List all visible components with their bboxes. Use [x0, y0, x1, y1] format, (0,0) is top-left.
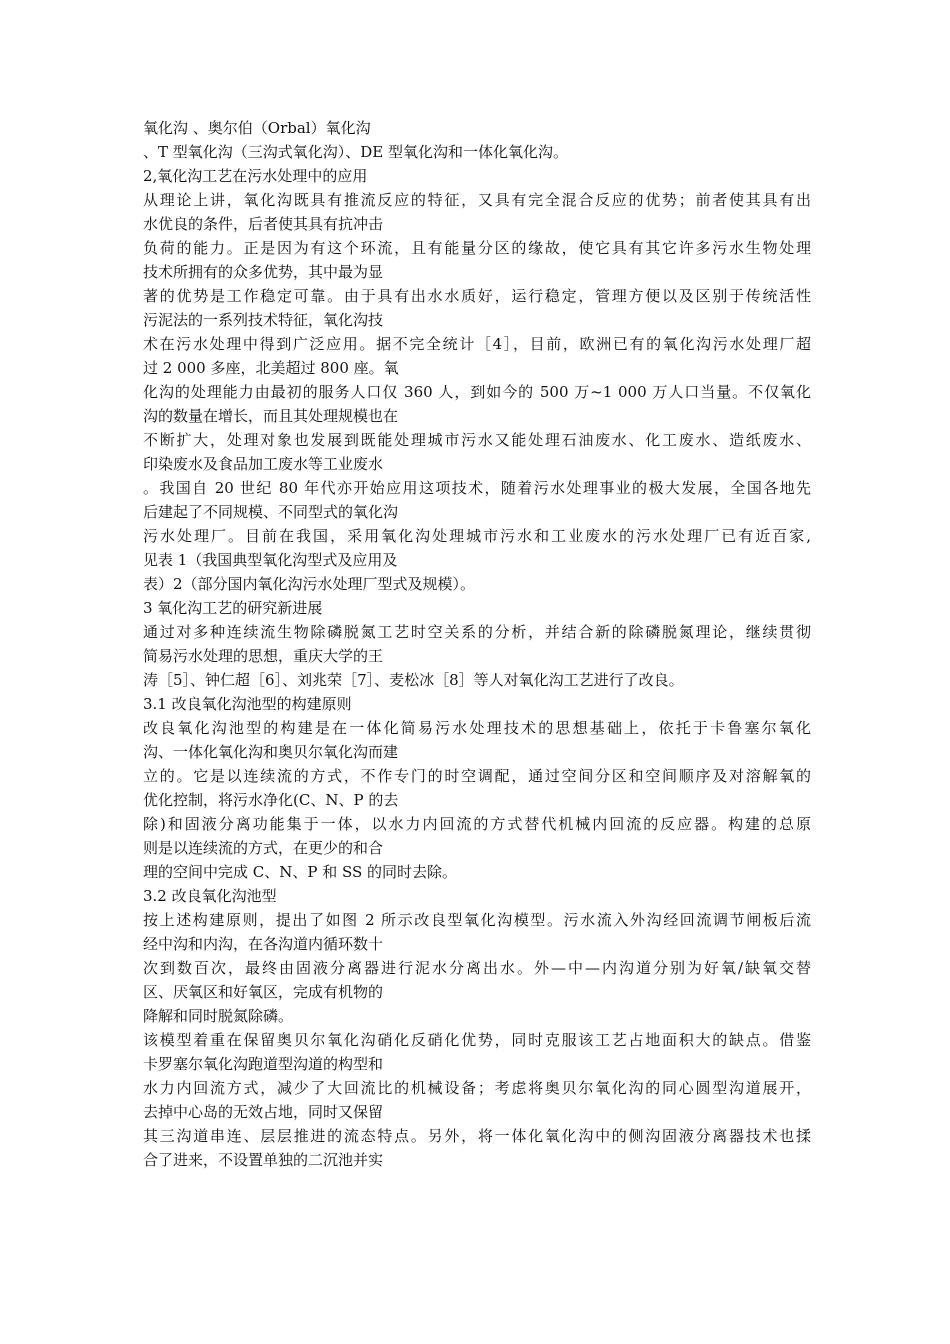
- text-line: 该模型着重在保留奥贝尔氧化沟硝化反硝化优势，同时克服该工艺占地面积大的缺点。借鉴: [143, 1031, 811, 1049]
- text-line: 后建起了不同规模、不同型式的氧化沟: [143, 503, 399, 521]
- text-line: 术在污水处理中得到广泛应用。据不完全统计［4］，目前，欧洲已有的氧化沟污水处理厂超: [143, 335, 811, 353]
- text-line: 从理论上讲，氧化沟既具有推流反应的特征，又具有完全混合反应的优势；前者使其具有出: [143, 191, 811, 209]
- text-line: 合了进来，不设置单独的二沉池并实: [143, 1151, 384, 1169]
- text-line: 沟的数量在增长，而且其处理规模也在: [143, 407, 399, 425]
- text-line: 过 2 000 多座，北美超过 800 座。氧: [143, 359, 399, 377]
- text-line: 、T 型氧化沟（三沟式氧化沟）、DE 型氧化沟和一体化氧化沟。: [143, 143, 569, 161]
- text-line: 其三沟道串连、层层推进的流态特点。另外，将一体化氧化沟中的侧沟固液分离器技术也揉: [143, 1127, 811, 1145]
- text-line: 经中沟和内沟，在各沟道内循环数十: [143, 935, 384, 953]
- text-line: 3.1 改良氧化沟池型的构建原则: [143, 695, 352, 713]
- text-line: 水优良的条件，后者使其具有抗冲击: [143, 215, 384, 233]
- text-line: 表）2（部分国内氧化沟污水处理厂型式及规模）。: [143, 575, 476, 593]
- text-line: 污泥法的一系列技术特征，氧化沟技: [143, 311, 384, 329]
- text-line: 污水处理厂。目前在我国，采用氧化沟处理城市污水和工业废水的污水处理厂已有近百家,: [143, 527, 811, 545]
- text-line: 通过对多种连续流生物除磷脱氮工艺时空关系的分析，并结合新的除磷脱氮理论，继续贯彻: [143, 623, 811, 641]
- text-line: 技术所拥有的众多优势，其中最为显: [143, 263, 384, 281]
- text-line: 去掉中心岛的无效占地，同时又保留: [143, 1103, 384, 1121]
- text-line: 化沟的处理能力由最初的服务人口仅 360 人，到如今的 500 万~1 000 万人口当量。不仅氧化: [143, 383, 811, 401]
- text-line: 。我国自 20 世纪 80 年代亦开始应用这项技术，随着污水处理事业的极大发展，全国各地先: [143, 479, 811, 497]
- text-line: 2,氧化沟工艺在污水处理中的应用: [143, 167, 368, 185]
- text-line: 不断扩大，处理对象也发展到既能处理城市污水又能处理石油废水、化工废水、造纸废水、: [143, 431, 811, 449]
- text-line: 3 氧化沟工艺的研究新进展: [143, 599, 323, 617]
- text-line: 降解和同时脱氮除磷。: [143, 1007, 294, 1025]
- text-line: 除)和固液分离功能集于一体，以水力内回流的方式替代机械内回流的反应器。构建的总原: [143, 815, 811, 833]
- text-line: 次到数百次，最终由固液分离器进行泥水分离出水。外—中—内沟道分别为好氧/缺氧交替: [143, 959, 811, 977]
- text-line: 见表 1（我国典型氧化沟型式及应用及: [143, 551, 398, 569]
- text-line: 理的空间中完成 C、N、P 和 SS 的同时去除。: [143, 863, 458, 881]
- text-line: 涛［5］、钟仁超［6］、刘兆荣［7］、麦松冰［8］等人对氧化沟工艺进行了改良。: [143, 671, 684, 689]
- text-line: 氧化沟 、奥尔伯（Orbal）氧化沟: [143, 119, 371, 137]
- text-line: 则是以连续流的方式，在更少的和合: [143, 839, 384, 857]
- text-line: 3.2 改良氧化沟池型: [143, 887, 277, 905]
- document-body: [143, 116, 811, 1172]
- text-line: 印染废水及食品加工废水等工业废水: [143, 455, 384, 473]
- text-line: 卡罗塞尔氧化沟跑道型沟道的构型和: [143, 1055, 384, 1073]
- text-line: 简易污水处理的思想，重庆大学的王: [143, 647, 384, 665]
- text-line: 改良氧化沟池型的构建是在一体化简易污水处理技术的思想基础上，依托于卡鲁塞尔氧化: [143, 719, 811, 737]
- text-line: 水力内回流方式，减少了大回流比的机械设备；考虑将奥贝尔氧化沟的同心圆型沟道展开，: [143, 1079, 811, 1097]
- text-line: 按上述构建原则，提出了如图 2 所示改良型氧化沟模型。污水流入外沟经回流调节闸板后流: [143, 911, 811, 929]
- text-line: 沟、一体化氧化沟和奥贝尔氧化沟而建: [143, 743, 399, 761]
- text-line: 立的。它是以连续流的方式，不作专门的时空调配，通过空间分区和空间顺序及对溶解氧的: [143, 767, 811, 785]
- text-line: 负荷的能力。正是因为有这个环流，且有能量分区的缘故，使它具有其它许多污水生物处理: [143, 239, 811, 257]
- text-line: 区、厌氧区和好氧区，完成有机物的: [143, 983, 384, 1001]
- text-line: 优化控制，将污水净化(C、N、P 的去: [143, 791, 399, 809]
- text-line: 著的优势是工作稳定可靠。由于具有出水水质好，运行稳定，管理方便以及区别于传统活性: [143, 287, 811, 305]
